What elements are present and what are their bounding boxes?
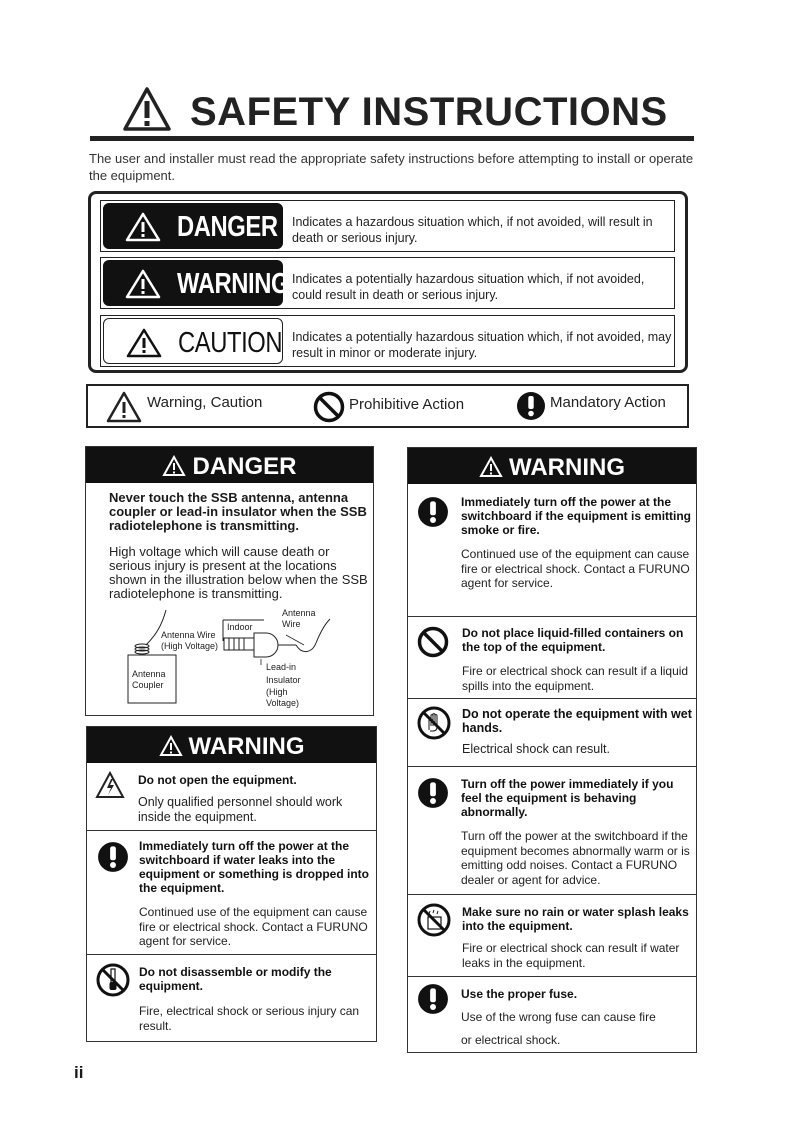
left-warning-panel xyxy=(86,726,377,1042)
mandatory-icon xyxy=(516,391,546,421)
item-body-line-1: Use of the wrong fuse can cause fire xyxy=(461,1010,656,1024)
symbol-legend xyxy=(86,384,689,428)
item-heading: Do not operate the equipment with wet hands. xyxy=(462,707,692,735)
item-body: Fire or electrical shock can result if a liquid spills into the equipment. xyxy=(462,664,689,693)
diagram-label-coupler-2: Coupler xyxy=(132,680,164,690)
intro-text: The user and installer must read the appropriate safety instructions before attempting to install or operate the equipment. xyxy=(89,151,694,183)
warning-triangle-icon xyxy=(159,735,183,757)
item-body: Electrical shock can result. xyxy=(462,742,610,756)
page-title: SAFETY INSTRUCTIONS xyxy=(190,90,668,134)
no-wet-hands-icon xyxy=(417,706,451,740)
left-warning-item xyxy=(87,830,376,955)
item-heading: Do not disassemble or modify the equipment. xyxy=(139,965,332,993)
item-heading: Make sure no rain or water splash leaks into the equipment. xyxy=(462,905,689,933)
left-warning-item xyxy=(87,954,376,1043)
left-warning-title: WARNING xyxy=(188,733,305,760)
danger-body: High voltage which will cause death or serious injury is present at the locations shown in the illustration below when the SSB radiotelephone is transmitting. xyxy=(109,544,368,601)
item-heading: Do not place liquid-filled containers on the top of the equipment. xyxy=(462,626,684,654)
right-warning-item xyxy=(408,976,696,1054)
diagram-label-antenna: Antenna xyxy=(282,608,316,618)
level-warning xyxy=(100,257,675,309)
warning-triangle-icon xyxy=(106,391,142,423)
item-heading: Immediately turn off the power at the switchboard if the equipment is emitting smoke or fire. xyxy=(461,495,692,537)
item-heading: Turn off the power immediately if you feel the equipment is behaving abnormally. xyxy=(461,777,674,819)
warning-badge xyxy=(103,260,290,306)
warning-desc: Indicates a potentially hazardous situation which, if not avoided, could result in death or serious injury. xyxy=(292,272,645,302)
left-warning-item xyxy=(87,763,376,830)
warning-triangle-icon xyxy=(122,86,172,132)
mandatory-icon xyxy=(417,496,449,528)
caution-label: CAUTION xyxy=(178,327,283,359)
diagram-label-indoor: Indoor xyxy=(227,622,253,632)
page-number: ii xyxy=(74,1063,84,1082)
item-heading: Immediately turn off the power at the switchboard if water leaks into the equipment or something is dropped into the equipment. xyxy=(139,839,369,895)
warning-triangle-icon xyxy=(125,212,161,242)
mandatory-icon xyxy=(417,983,449,1015)
legend-mandatory-label: Mandatory Action xyxy=(550,394,666,411)
danger-desc: Indicates a hazardous situation which, if not avoided, will result in death or serious injury. xyxy=(292,215,653,245)
item-body: Continued use of the equipment can cause fire or electrical shock. Contact a FURUNO agent for service. xyxy=(139,905,368,948)
electric-hazard-icon xyxy=(95,771,125,799)
level-danger xyxy=(100,200,675,252)
left-warning-header xyxy=(87,727,376,763)
danger-panel-header xyxy=(86,447,373,483)
warning-triangle-icon xyxy=(126,328,162,358)
danger-panel-title: DANGER xyxy=(192,453,297,480)
mandatory-icon xyxy=(417,777,449,809)
title-rule xyxy=(90,136,694,141)
diagram-label-lead-in: Lead-in xyxy=(266,662,297,672)
diagram-label-voltage: Voltage) xyxy=(266,698,300,708)
mandatory-icon xyxy=(97,841,129,873)
caution-badge xyxy=(103,318,283,364)
no-water-splash-icon xyxy=(417,903,451,937)
caution-desc: Indicates a potentially hazardous situation which, if not avoided, may result in minor or moderate injury. xyxy=(292,330,672,360)
item-heading: Do not open the equipment. xyxy=(138,773,297,787)
item-body: Turn off the power at the switchboard if the equipment becomes abnormally warm or is emitting odd noises. Contact a FURUNO dealer or agent for advice. xyxy=(461,829,690,887)
diagram-label-antenna-wire: Antenna Wire xyxy=(161,630,216,640)
diagram-label-insulator: Insulator xyxy=(266,675,301,685)
warning-triangle-icon xyxy=(125,269,161,299)
item-body: Fire or electrical shock can result if water leaks in the equipment. xyxy=(462,941,680,970)
item-body: Fire, electrical shock or serious injury can result. xyxy=(139,1004,360,1033)
item-body: Continued use of the equipment can cause fire or electrical shock. Contact a FURUNO agent for service. xyxy=(461,547,690,590)
legend-prohibitive-label: Prohibitive Action xyxy=(349,396,465,413)
prohibitive-icon xyxy=(313,391,345,423)
danger-label: DANGER xyxy=(177,211,278,243)
right-warning-item xyxy=(408,766,696,895)
right-warning-item xyxy=(408,484,696,616)
prohibitive-icon xyxy=(417,626,449,658)
warning-triangle-icon xyxy=(479,456,503,478)
danger-heading: Never touch the SSB antenna, antenna coupler or lead-in insulator when the SSB radiotelephone is transmitting. xyxy=(109,490,367,533)
warning-triangle-icon xyxy=(162,455,186,477)
warning-label: WARNING xyxy=(177,268,290,300)
danger-panel xyxy=(85,446,374,716)
diagram-label-high-voltage: (High Voltage) xyxy=(161,641,219,651)
right-warning-header xyxy=(408,448,696,484)
hazard-levels-box xyxy=(88,191,688,373)
page-title-block xyxy=(122,84,682,140)
right-warning-title: WARNING xyxy=(509,454,625,481)
right-warning-item xyxy=(408,616,696,699)
item-body: Only qualified personnel should work inside the equipment. xyxy=(138,795,343,824)
diagram-label-coupler-1: Antenna xyxy=(132,669,166,679)
danger-badge xyxy=(103,203,283,249)
diagram-label-wire: Wire xyxy=(282,619,301,629)
item-heading: Use the proper fuse. xyxy=(461,987,578,1001)
right-warning-item xyxy=(408,698,696,767)
level-caution xyxy=(100,315,675,367)
no-disassembly-icon xyxy=(96,963,130,997)
right-warning-panel xyxy=(407,447,697,1053)
diagram-label-high: (High xyxy=(266,687,288,697)
item-body-line-2: or electrical shock. xyxy=(461,1033,561,1047)
legend-warning-label: Warning, Caution xyxy=(147,394,263,411)
right-warning-item xyxy=(408,894,696,977)
